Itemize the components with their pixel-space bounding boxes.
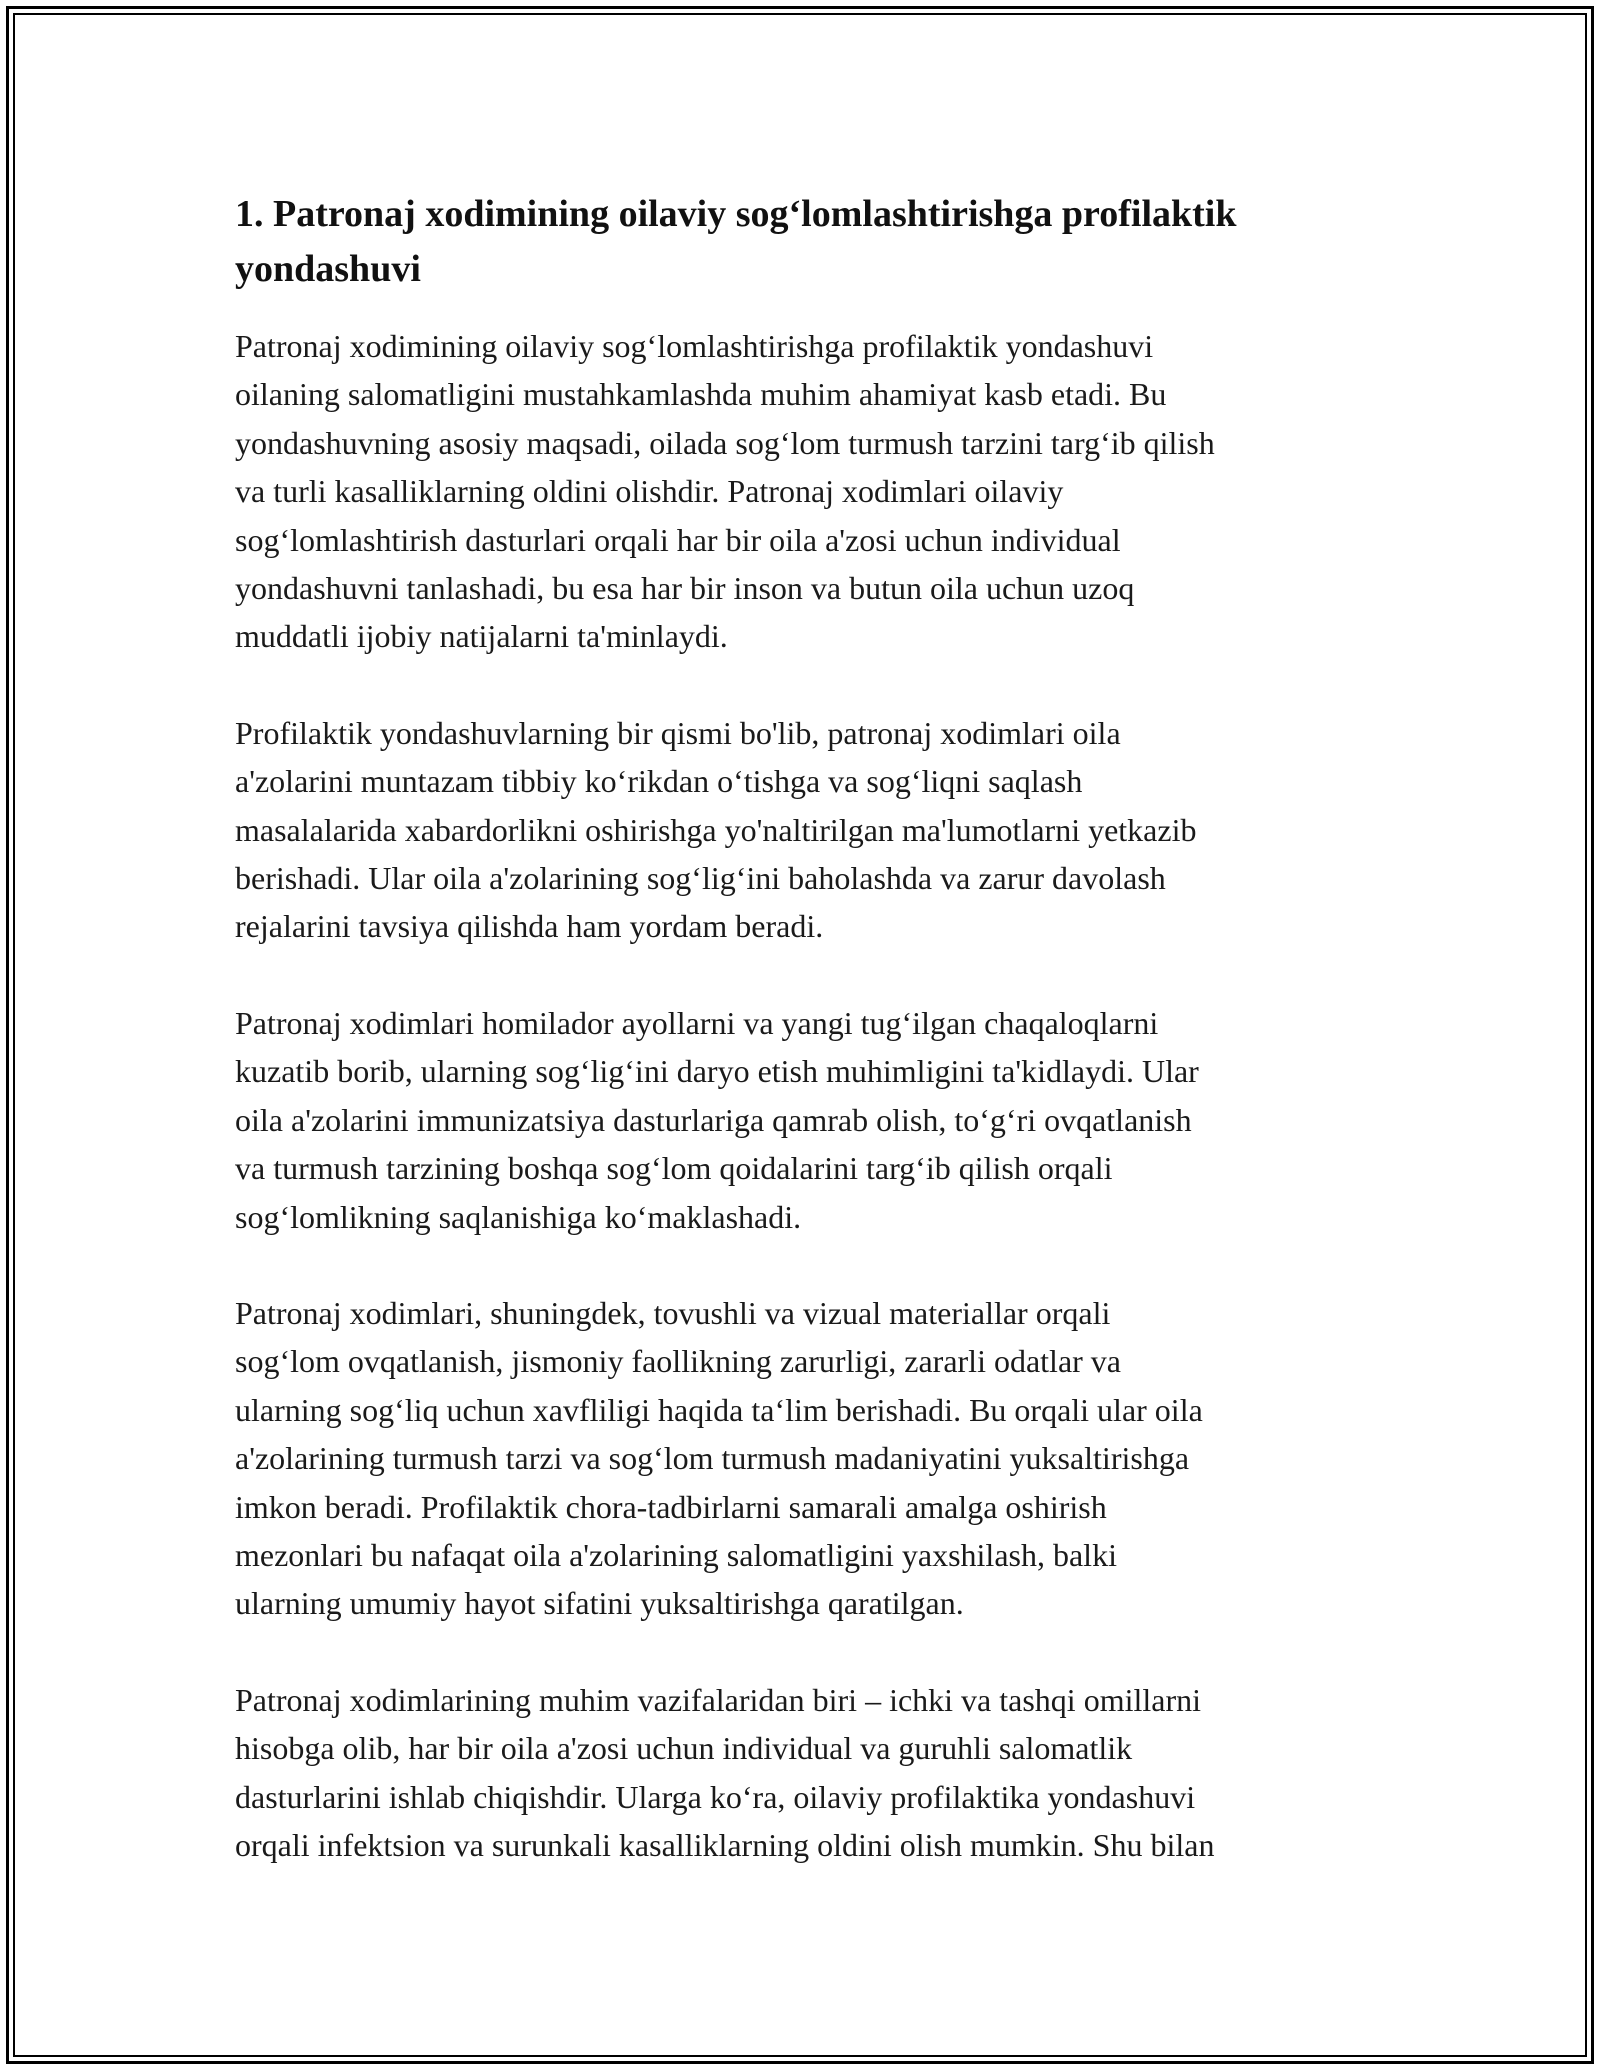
paragraph-5: Patronaj xodimlarining muhim vazifalaridan biri – ichki va tashqi omillarni hisobga olib, har bir oila a'zosi uchun individual va guruhli salomatlik dasturlarini ishlab chiqishdir. Ularga ko‘ra, oilaviy profilaktika yondashuvi orqali infektsion va surunkali kasalliklarning oldini olish mumkin. Shu bilan — [235, 1681, 1215, 1863]
paragraph-2: Profilaktik yondashuvlarning bir qismi bo'lib, patronaj xodimlari oila a'zolarini muntazam tibbiy ko‘rikdan o‘tishga va sog‘liqni saqlash masalalarida xabardorlikni oshirishga yo'naltirilgan ma'lumotlarni yetkazib berishadi. Ular oila a'zolarining sog‘lig‘ini baholashda va zarur davolash rejalarini tavsiya qilishda ham yordam beradi. — [235, 714, 1197, 945]
document-page — [235, 187, 1367, 1917]
paragraph-3: Patronaj xodimlari homilador ayollarni va yangi tug‘ilgan chaqaloqlarni kuzatib borib, ularning sog‘lig‘ini daryo etish muhimligini ta'kidlaydi. Ular oila a'zolarini immunizatsiya dasturlariga qamrab olish, to‘g‘ri ovqatlanish va turmush tarzining boshqa sog‘lom qoidalarini targ‘ib qilish orqali sog‘lomlikning saqlanishiga ko‘maklashadi. — [235, 1004, 1199, 1235]
section-heading: 1. Patronaj xodimining oilaviy sog‘lomlashtirishga profilaktik yondashuvi — [235, 193, 1237, 290]
paragraph-1: Patronaj xodimining oilaviy sog‘lomlashtirishga profilaktik yondashuvi oilaning salomatligini mustahkamlashda muhim ahamiyat kasb etadi. Bu yondashuvning asosiy maqsadi, oilada sog‘lom turmush tarzini targ‘ib qilish va turli kasalliklarning oldini olishdir. Patronaj xodimlari oilaviy sog‘lomlashtirish dasturlari orqali har bir oila a'zosi uchun individual yondashuvni tanlashadi, bu esa har bir inson va butun oila uchun uzoq muddatli ijobiy natijalarni ta'minlaydi. — [235, 328, 1215, 655]
paragraph-4: Patronaj xodimlari, shuningdek, tovushli va vizual materiallar orqali sog‘lom ovqatlanish, jismoniy faollikning zarurligi, zararli odatlar va ularning sog‘liq uchun xavfliligi haqida ta‘lim berishadi. Bu orqali ular oila a'zolarining turmush tarzi va sog‘lom turmush madaniyatini yuksaltirishga imkon beradi. Profilaktik chora-tadbirlarni samarali amalga oshirish mezonlari bu nafaqat oila a'zolarining salomatligini yaxshilash, balki ularning umumiy hayot sifatini yuksaltirishga qaratilgan. — [235, 1294, 1203, 1622]
